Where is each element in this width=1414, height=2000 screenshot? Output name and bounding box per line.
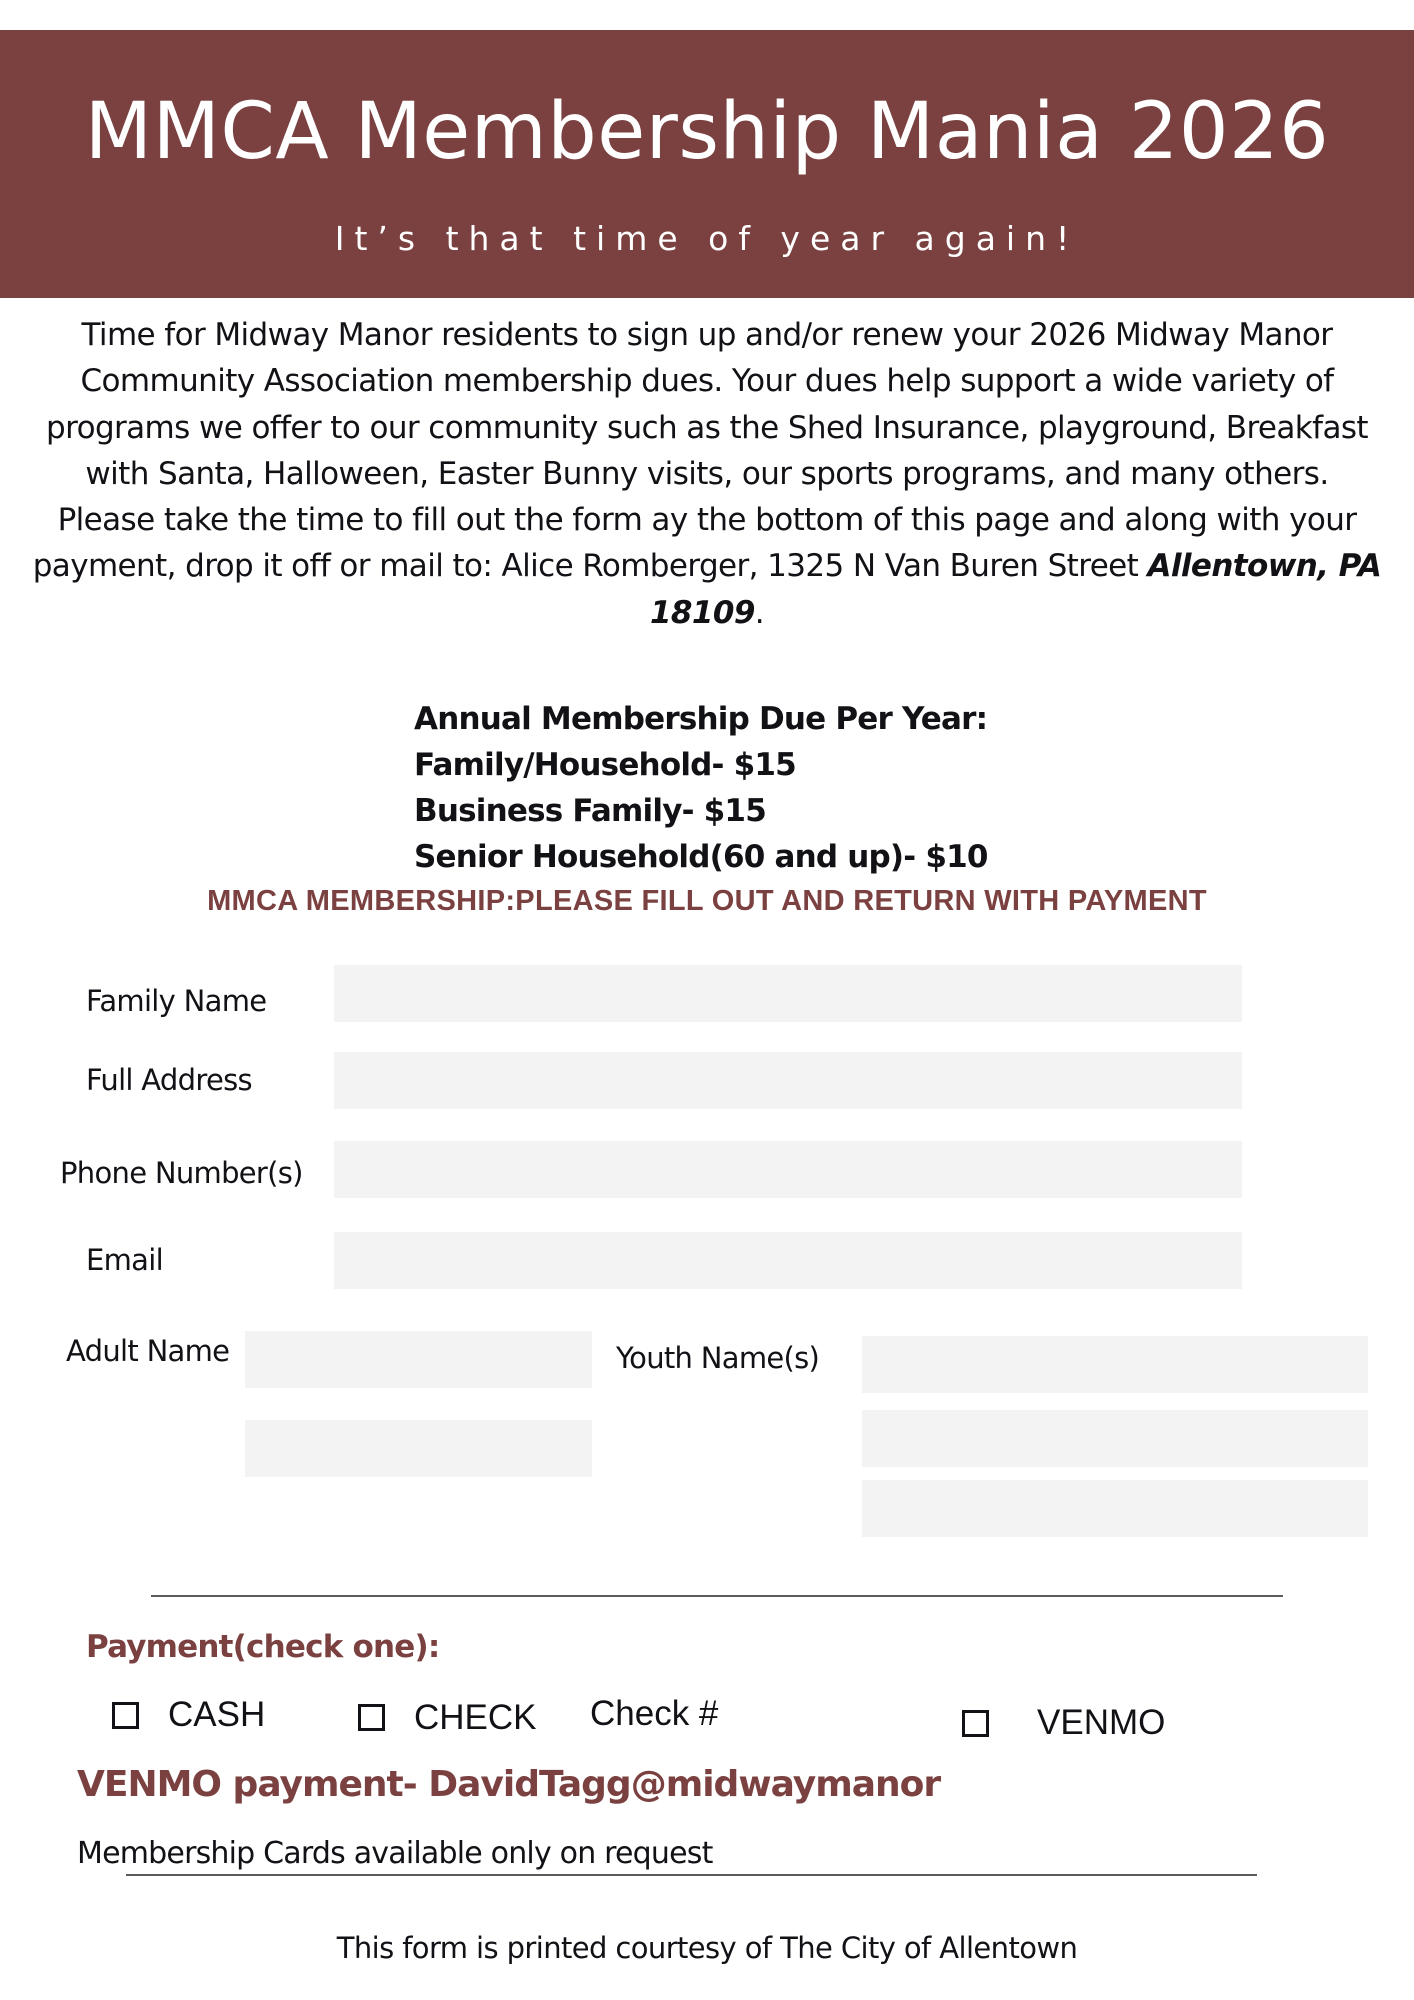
family-name-label: Family Name — [86, 984, 267, 1018]
intro-text — [30, 312, 1384, 636]
email-field[interactable] — [334, 1232, 1242, 1289]
venmo-label: VENMO — [1037, 1703, 1166, 1742]
dues-item: Business Family- $15 — [414, 793, 766, 829]
footer-courtesy: This form is printed courtesy of The City of Allentown — [336, 1931, 1078, 1965]
youth-name-field-3[interactable] — [862, 1480, 1368, 1537]
phone-numbers-field[interactable] — [334, 1141, 1242, 1198]
cash-label: CASH — [168, 1695, 266, 1734]
mailing-instructions: Please take the time to fill out the form ay the bottom of this page and along with your payment, drop it off or mail to: Alice Romberger, 1325 N Van Buren Street — [32, 502, 1357, 585]
check-label: CHECK — [414, 1698, 537, 1737]
family-name-field[interactable] — [334, 965, 1242, 1022]
adult-name-field-1[interactable] — [245, 1331, 592, 1388]
adult-name-field-2[interactable] — [245, 1420, 592, 1477]
youth-name-field-2[interactable] — [862, 1410, 1368, 1467]
email-label: Email — [86, 1243, 163, 1277]
dues-heading: Annual Membership Due Per Year: — [414, 701, 988, 737]
payment-heading: Payment(check one): — [86, 1629, 440, 1665]
mailing-city: Allentown, PA 18109 — [649, 548, 1382, 631]
phone-numbers-label: Phone Number(s) — [60, 1156, 303, 1190]
form-heading: MMCA MEMBERSHIP:PLEASE FILL OUT AND RETURN WITH PAYMENT — [207, 885, 1207, 917]
youth-name-field-1[interactable] — [862, 1336, 1368, 1393]
venmo-payment-info: VENMO payment- DavidTagg@midwaymanor — [77, 1764, 941, 1805]
venmo-checkbox[interactable] — [962, 1710, 989, 1737]
full-address-label: Full Address — [86, 1063, 252, 1097]
full-address-field[interactable] — [334, 1052, 1242, 1109]
page-title: MMCA Membership Mania 2026 — [84, 87, 1330, 177]
membership-cards-note: Membership Cards available only on request — [77, 1836, 713, 1871]
check-checkbox[interactable] — [358, 1704, 385, 1731]
adult-name-label: Adult Name — [66, 1334, 230, 1368]
cash-checkbox[interactable] — [112, 1702, 139, 1729]
membership-dues — [414, 696, 1114, 880]
page-subtitle: It’s that time of year again! — [334, 219, 1080, 258]
intro-paragraph-2 — [30, 497, 1384, 636]
section-divider — [151, 1595, 1283, 1597]
header-banner — [0, 30, 1414, 298]
mailing-end: . — [754, 594, 765, 631]
dues-item: Senior Household(60 and up)- $10 — [414, 839, 988, 875]
check-number-label: Check # — [590, 1694, 719, 1733]
intro-paragraph-1: Time for Midway Manor residents to sign up and/or renew your 2026 Midway Manor Community Association membership dues. Your dues help support a wide variety of programs we offer to our community such as the Shed Insurance, playground, Breakfast with Santa, Halloween, Easter Bunny visits, our sports programs, and many others. — [46, 317, 1368, 492]
dues-item: Family/Household- $15 — [414, 747, 796, 783]
signature-line — [126, 1874, 1257, 1876]
youth-names-label: Youth Name(s) — [616, 1341, 820, 1375]
